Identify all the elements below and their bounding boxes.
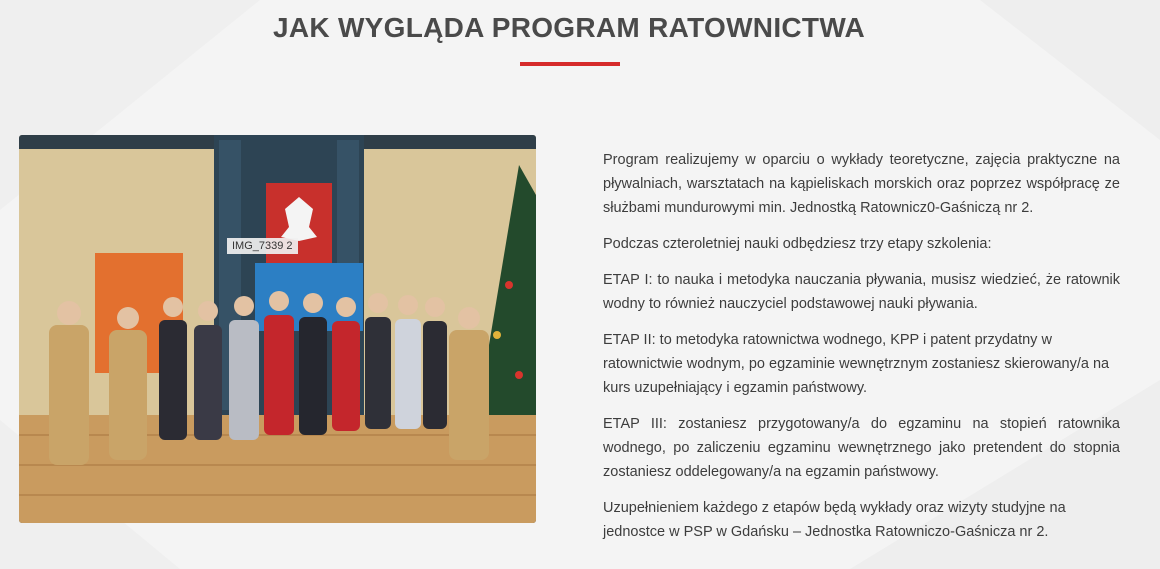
paragraph-stages-lead: Podczas czteroletniej nauki odbędziesz trzy etapy szkolenia:	[603, 236, 992, 252]
paragraph-stage-1: ETAP I: to nauka i metodyka nauczania pływania, musisz wiedzieć, że ratownik wodny to również nauczyciel podstawowej nauki pływania.	[603, 272, 1120, 312]
photo-caption: IMG_7339 2	[227, 238, 298, 254]
program-description	[603, 148, 1120, 556]
title-underline	[520, 62, 620, 66]
paragraph-summary: Uzupełnieniem każdego z etapów będą wykłady oraz wizyty studyjne na jednostce w PSP w Gdańsku – Jednostka Ratowniczo-Gaśnicza nr 2.	[603, 500, 1066, 540]
paragraph-stage-2: ETAP II: to metodyka ratownictwa wodnego, KPP i patent przydatny w ratownictwie wodnym, po egzaminie wewnętrznym zostaniesz skierowany/a na kurs uzupełniający i egzamin państwowy.	[603, 332, 1110, 396]
paragraph-stage-3: ETAP III: zostaniesz przygotowany/a do egzaminu na stopień ratownika wodnego, po zaliczeniu egzaminu wewnętrznego jako pretendent do stopnia zostaniesz oddelegowany/a na egzamin państwowy.	[603, 416, 1120, 480]
section-title: JAK WYGLĄDA PROGRAM RATOWNICTWA	[272, 12, 866, 43]
group-photo-illustration	[19, 135, 536, 523]
group-photo[interactable]	[19, 135, 536, 523]
paragraph-intro: Program realizujemy w oparciu o wykłady teoretyczne, zajęcia praktyczne na pływalniach, warsztatach na kąpieliskach morskich oraz poprzez współpracę ze służbami mundurowymi min. Jednostką Ratownicz0-Gaśniczą nr 2.	[603, 152, 1120, 216]
